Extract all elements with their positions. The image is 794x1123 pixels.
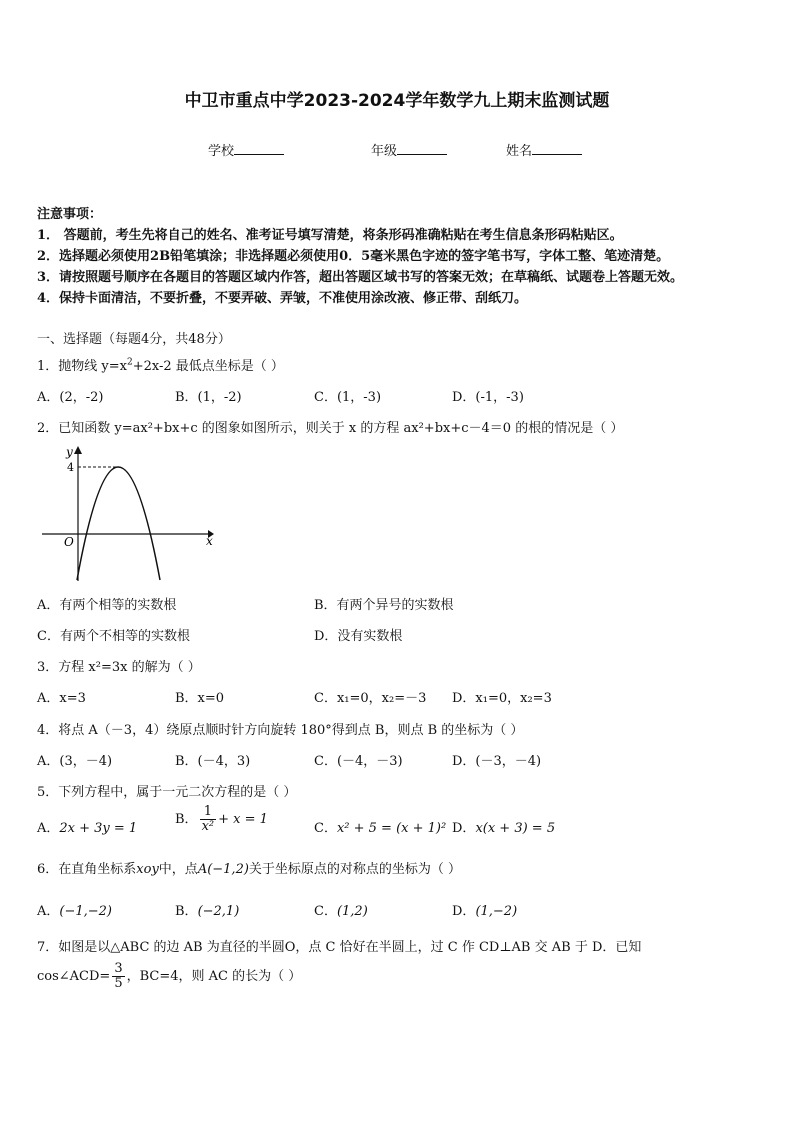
q1-option-c[interactable]: C．(1，-3) xyxy=(314,390,382,405)
q4-option-d[interactable]: D．(－3，－4) xyxy=(452,754,542,769)
y-axis-arrow xyxy=(74,446,82,454)
q5-option-b-tail: + x = 1 xyxy=(218,812,268,827)
q5-b-numerator: 1 xyxy=(200,805,217,820)
q7-numerator: 3 xyxy=(114,961,123,976)
q5-option-b-fraction xyxy=(200,805,217,834)
q6-option-b-letter: B． xyxy=(175,904,198,919)
q1-option-b[interactable]: B．(1，-2) xyxy=(175,390,242,405)
school-blank[interactable] xyxy=(234,142,284,155)
q7-cos-label: cos∠ACD= xyxy=(37,969,111,984)
tick-label-4: 4 xyxy=(67,461,74,474)
q6-stem-c: 关于坐标原点的对称点的坐标为（ ） xyxy=(248,862,462,877)
q1-option-d[interactable]: D．(-1，-3) xyxy=(452,390,524,405)
q5-option-d-letter: D． xyxy=(452,821,476,836)
q5-b-denominator: x² xyxy=(201,819,215,834)
q5-option-b-letter: B． xyxy=(175,812,198,827)
q2-option-c[interactable]: C．有两个不相等的实数根 xyxy=(37,629,190,644)
q3-option-c[interactable]: C．x₁=0，x₂=－3 xyxy=(314,691,427,706)
section-heading: 一、选择题（每题4分，共48分） xyxy=(37,332,231,347)
grade-label: 年级 xyxy=(371,144,398,159)
note-item: 3．请按照题号顺序在各题目的答题区域内作答，超出答题区域书写的答案无效；在草稿纸、试题卷上答题无效。 xyxy=(37,270,684,285)
q2-option-a[interactable]: A．有两个相等的实数根 xyxy=(37,598,177,613)
q1-stem-a: 1．抛物线 y=x xyxy=(37,359,127,374)
question-1-stem xyxy=(37,355,284,374)
question-2-stem: 2．已知函数 y=ax²+bx+c 的图象如图所示，则关于 x 的方程 ax²+bx+c－4＝0 的根的情况是（ ） xyxy=(37,421,624,436)
question-7-stem-line2 xyxy=(37,962,301,991)
q7-denominator: 5 xyxy=(114,976,123,991)
q5-option-a-letter: A． xyxy=(37,821,60,836)
q2-option-d[interactable]: D．没有实数根 xyxy=(314,629,403,644)
q6-option-b-value: (−2,1) xyxy=(197,904,240,919)
q6-coord-system: xoy xyxy=(136,862,159,877)
note-item: 2．选择题必须使用2B铅笔填涂；非选择题必须使用0．5毫米黑色字迹的签字笔书写，字体工整、笔迹清楚。 xyxy=(37,249,670,264)
note-item: 4．保持卡面清洁，不要折叠，不要弄破、弄皱，不准使用涂改液、修正带、刮纸刀。 xyxy=(37,291,528,306)
q7-fraction xyxy=(112,962,124,991)
q5-option-d-expr: x(x + 3) = 5 xyxy=(475,821,556,836)
q6-option-b[interactable] xyxy=(175,900,239,919)
q4-option-b[interactable]: B．(－4，3) xyxy=(175,754,251,769)
q4-option-c[interactable]: C．(－4，－3) xyxy=(314,754,403,769)
parabola-curve xyxy=(77,467,160,580)
q6-option-d[interactable] xyxy=(452,900,517,919)
q2-option-b[interactable]: B．有两个异号的实数根 xyxy=(314,598,454,613)
q6-option-d-value: (1,−2) xyxy=(475,904,518,919)
q6-option-a-value: (−1,−2) xyxy=(59,904,112,919)
grade-blank[interactable] xyxy=(397,142,447,155)
q3-option-a[interactable]: A．x=3 xyxy=(37,691,86,706)
y-axis-label: y xyxy=(66,445,73,459)
q6-option-a-letter: A． xyxy=(37,904,60,919)
q6-stem-b: 中，点 xyxy=(158,862,198,877)
q5-option-d[interactable] xyxy=(452,817,555,836)
question-5-stem: 5．下列方程中，属于一元二次方程的是（ ） xyxy=(37,785,297,800)
name-blank[interactable] xyxy=(532,142,582,155)
x-axis-label: x xyxy=(206,534,213,548)
q5-option-a-expr: 2x + 3y = 1 xyxy=(59,821,138,836)
q6-option-c[interactable] xyxy=(314,900,368,919)
grade-field[interactable] xyxy=(371,140,447,159)
parabola-graph xyxy=(36,438,216,583)
q6-option-d-letter: D． xyxy=(452,904,476,919)
q6-option-c-letter: C． xyxy=(314,904,337,919)
q7-stem-tail: ，BC=4，则 AC 的长为（ ） xyxy=(126,969,302,984)
name-field[interactable] xyxy=(506,140,582,159)
q4-option-a[interactable]: A．(3，－4) xyxy=(37,754,113,769)
q1-stem-b: +2x-2 最低点坐标是（ ） xyxy=(132,359,284,374)
q5-option-b[interactable] xyxy=(175,805,268,834)
note-item: 1． 答题前，考生先将自己的姓名、准考证号填写清楚，将条形码准确粘贴在考生信息条形码粘贴区。 xyxy=(37,228,623,243)
q1-option-a[interactable]: A．(2，-2) xyxy=(37,390,104,405)
q6-option-a[interactable] xyxy=(37,900,112,919)
notes-heading: 注意事项： xyxy=(37,207,103,222)
q6-stem-a: 6．在直角坐标系 xyxy=(37,862,137,877)
q5-option-c-expr: x² + 5 = (x + 1)² xyxy=(336,821,447,836)
question-7-stem-line1: 7．如图是以△ABC 的边 AB 为直径的半圆O，点 C 恰好在半圆上，过 C 作 CD⊥AB 交 AB 于 D．已知 xyxy=(37,940,642,955)
question-6-stem xyxy=(37,858,461,877)
question-4-stem: 4．将点 A（－3，4）绕原点顺时针方向旋转 180°得到点 B，则点 B 的坐标为（ ） xyxy=(37,723,524,738)
question-3-stem: 3．方程 x²=3x 的解为（ ） xyxy=(37,660,201,675)
q3-option-d[interactable]: D．x₁=0，x₂=3 xyxy=(452,691,552,706)
q6-option-c-value: (1,2) xyxy=(336,904,368,919)
q5-option-c-letter: C． xyxy=(314,821,337,836)
name-label: 姓名 xyxy=(506,144,533,159)
q1-stem-sup: 2 xyxy=(126,357,133,368)
q3-option-b[interactable]: B．x=0 xyxy=(175,691,225,706)
school-label: 学校 xyxy=(208,144,235,159)
origin-label: O xyxy=(64,535,74,549)
q5-option-c[interactable] xyxy=(314,817,446,836)
page-title: 中卫市重点中学2023-2024学年数学九上期末监测试题 xyxy=(184,91,610,111)
q5-option-a[interactable] xyxy=(37,817,137,836)
q6-point: A(−1,2) xyxy=(197,862,249,877)
school-field[interactable] xyxy=(208,140,284,159)
